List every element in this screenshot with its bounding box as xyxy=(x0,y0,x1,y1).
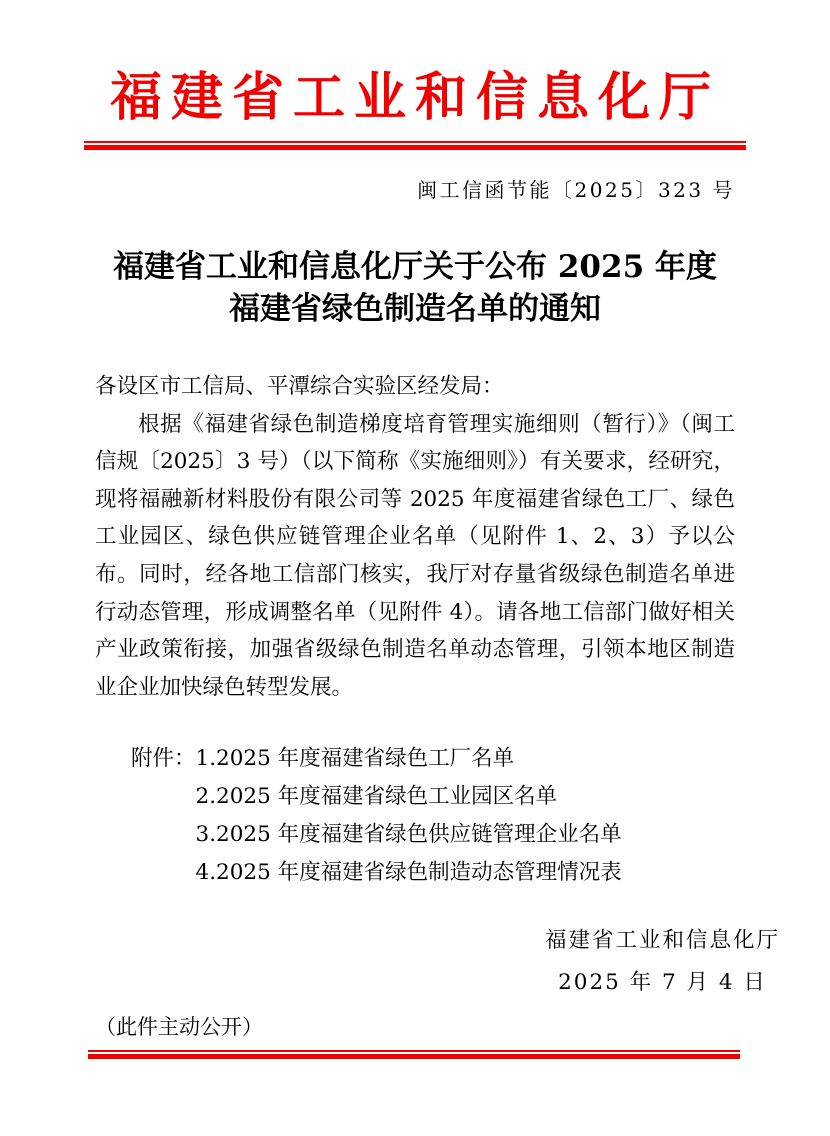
header-divider xyxy=(84,141,746,150)
agency-masthead: 福建省工业和信息化厅 xyxy=(109,67,720,128)
issuer-signature: 福建省工业和信息化厅 xyxy=(544,928,780,954)
signature-block xyxy=(545,920,780,1004)
footer-divider xyxy=(88,1050,740,1059)
attachments-section xyxy=(95,740,735,892)
notice-title xyxy=(60,246,770,330)
doc-number: 闽工信函节能〔2025〕323 号 xyxy=(417,178,735,202)
salutation: 各设区市工信局、平潭综合实验区经发局： xyxy=(95,374,504,399)
body-paragraph: 根据《福建省绿色制造梯度培育管理实施细则（暂行）》（闽工信规〔2025〕3 号）（以下简称《实施细则》）有关要求，经研究，现将福融新材料股份有限公司等 2025 年度福建省绿色工厂、绿色工业园区、绿色供应链管理企业名单（见附件 1、2、3）予以公布。同时，经各地工信部门核实，我厅对存量省级绿色制造名单进行动态管理，形成调整名单（见附件 4）。请各地工信部门做好相关产业政策衔接，加强省级绿色制造名单动态管理，引领本地区制造业企业加快绿色转型发展。 xyxy=(95,411,735,700)
notice-title-line-1: 福建省工业和信息化厅关于公布 2025 年度 xyxy=(113,249,717,285)
notice-title-line-2: 福建省绿色制造名单的通知 xyxy=(229,291,601,327)
attachment-item: 4.2025 年度福建省绿色制造动态管理情况表 xyxy=(195,860,622,886)
attachment-item: 1.2025 年度福建省绿色工厂名单 xyxy=(195,746,515,772)
publicity-note: （此件主动公开） xyxy=(95,1015,263,1040)
issue-date: 2025 年 7 月 4 日 xyxy=(558,970,767,996)
notice-body xyxy=(95,368,735,706)
attachments-list xyxy=(196,740,735,892)
attachments-label: 附件： xyxy=(131,746,196,772)
attachment-item: 3.2025 年度福建省绿色供应链管理企业名单 xyxy=(195,822,622,848)
attachment-item: 2.2025 年度福建省绿色工业园区名单 xyxy=(195,784,558,810)
